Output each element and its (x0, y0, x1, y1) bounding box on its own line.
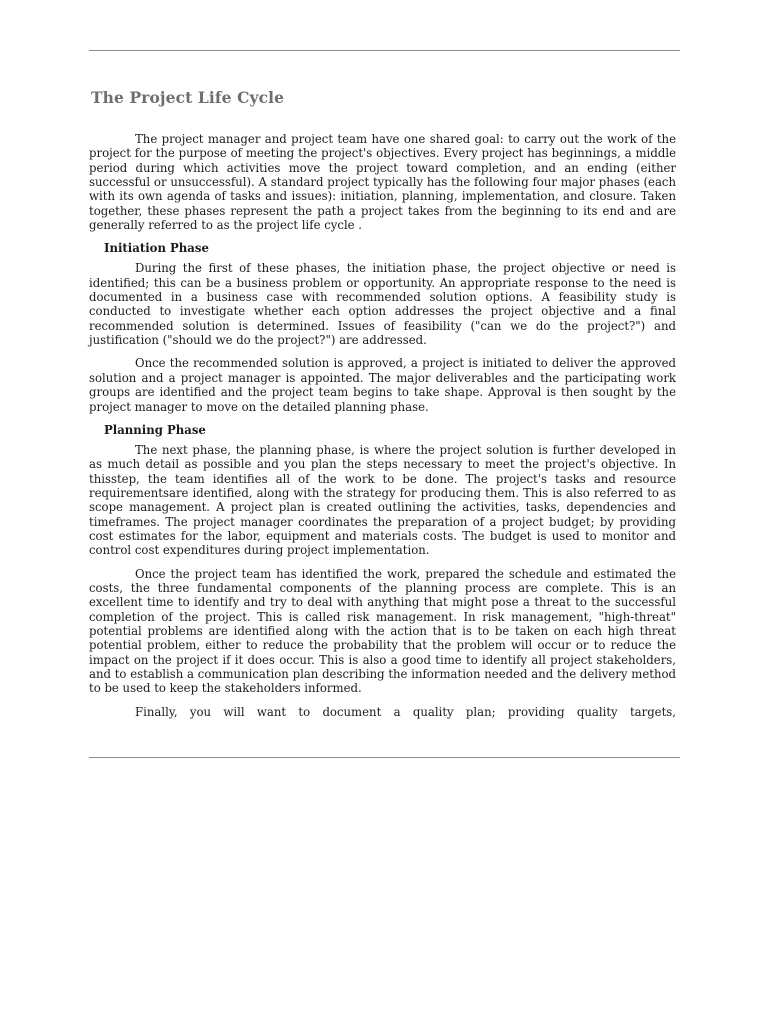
initiation-paragraph-2: Once the recommended solution is approved, a project is initiated to deliver the approved solution and a project manager is appointed. The major deliverables and the participating work groups are identified and the project team begins to take shape. Approval is then sought by the project manager to move on the detailed planning phase. (89, 356, 676, 414)
top-divider (89, 50, 680, 51)
planning-paragraph-1: The next phase, the planning phase, is where the project solution is further developed in as much detail as possible and you plan the steps necessary to meet the project's objective. In thisstep, the team identifies all of the work to be done. The project's tasks and resource requirementsare identified, along with the strategy for producing them. This is also referred to as scope management. A project plan is created outlining the activities, tasks, dependencies and timeframes. The project manager coordinates the preparation of a project budget; by providing cost estimates for the labor, equipment and materials costs. The budget is used to monitor and control cost expenditures during project implementation. (89, 442, 676, 558)
initiation-paragraph-1: During the first of these phases, the initiation phase, the project objective or need is identified; this can be a business problem or opportunity. An appropriate response to the need is documented in a business case with recommended solution options. A feasibility study is conducted to investigate whether each option addresses the project objective and a final recommended solution is determined. Issues of feasibility ("can we do the project?") and justification ("should we do the project?") are addressed. (89, 261, 676, 348)
initiation-phase-heading: Initiation Phase (104, 241, 209, 256)
planning-phase-heading: Planning Phase (104, 422, 206, 437)
document-page (89, 0, 681, 1024)
bottom-divider (89, 757, 680, 758)
document-body (89, 132, 676, 719)
planning-paragraph-2: Once the project team has identified the work, prepared the schedule and estimated the costs, the three fundamental components of the planning process are complete. This is an excellent time to identify and try to deal with anything that might pose a threat to the successful completion of the project. This is called risk management. In risk management, "high-threat" potential problems are identified along with the action that is to be taken on each high threat potential problem, either to reduce the probability that the problem will occur or to reduce the impact on the project if it does occur. This is also a good time to identify all project stakeholders, and to establish a communication plan describing the information needed and the delivery method to be used to keep the stakeholders informed. (89, 566, 676, 696)
page-title: The Project Life Cycle (91, 88, 285, 107)
planning-paragraph-3: Finally, you will want to document a quality plan; providing quality targets, (135, 704, 676, 719)
intro-paragraph: The project manager and project team have one shared goal: to carry out the work of the project for the purpose of meeting the project's objectives. Every project has beginnings, a middle period during which activities move the project toward completion, and an ending (either successful or unsuccessful). A standard project typically has the following four major phases (each with its own agenda of tasks and issues): initiation, planning, implementation, and closure. Taken together, these phases represent the path a project takes from the beginning to its end and are generally referred to as the project life cycle . (89, 132, 676, 233)
